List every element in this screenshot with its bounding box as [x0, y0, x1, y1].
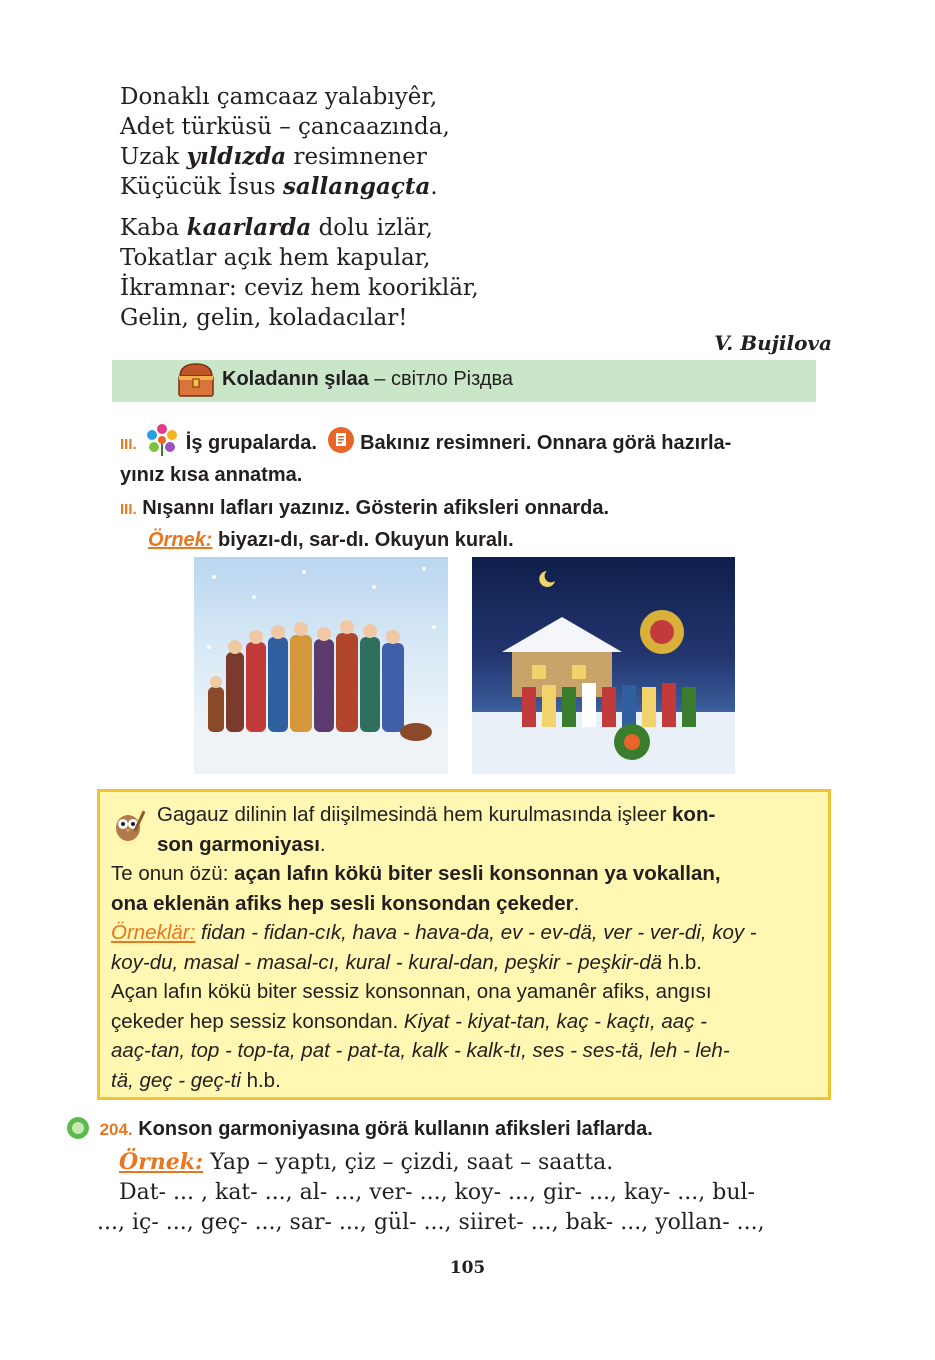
poem-text: Kaba	[120, 215, 187, 241]
rule-text-span: .	[573, 891, 580, 915]
poem-line: Donaklı çamcaaz yalabıyêr,	[120, 84, 438, 110]
exercise-title: Konson garmoniyasına görä kullanın afiksleri laflarda.	[138, 1118, 653, 1140]
task-group-work	[120, 423, 840, 490]
poem-author: V. Bujilova	[714, 331, 832, 355]
page-number: 105	[449, 1258, 486, 1278]
rule-paragraph	[111, 800, 821, 859]
task-text: İş grupalarda.	[185, 432, 317, 454]
village-illustration	[472, 557, 735, 774]
rule-text-span: .	[319, 832, 326, 856]
poem-line: Adet türküsü – çancaazında,	[120, 114, 450, 140]
rule-paragraph	[111, 977, 821, 1095]
examples-text: Kiyat - kiyat-tan, kaç - kaçtı, aaç -	[403, 1009, 707, 1033]
poem-stanza-2	[120, 213, 479, 333]
exercise-header	[66, 1116, 653, 1141]
examples-label: Örneklär:	[111, 921, 196, 944]
exercise-line: Dat- ... , kat- ..., al- ..., ver- ..., koy- ..., gir- ..., kay- ..., bul-	[119, 1180, 755, 1205]
banner-subtitle: – світло Різдва	[368, 368, 514, 390]
poem-text: resimnener	[286, 144, 427, 170]
exercise-204	[66, 1116, 765, 1235]
village-christmas-painting	[472, 557, 735, 774]
document-icon	[327, 426, 355, 454]
example-label: Örnek:	[148, 529, 213, 551]
poem-line	[120, 172, 479, 202]
group-flower-icon	[144, 423, 180, 457]
poem-emphasis: yıldızda	[186, 143, 287, 170]
task-number: III.	[120, 436, 137, 453]
rule-term: son garmoniyası	[157, 832, 320, 856]
poem-line	[120, 213, 479, 243]
task-number: III.	[120, 501, 137, 518]
examples-text: fidan - fidan-cık, hava - hava-da, ev - ev-dä, ver - ver-di, koy -	[195, 921, 757, 944]
poem-emphasis: kaarlarda	[186, 214, 312, 241]
banner-title: Koladanın şılaa	[222, 368, 369, 390]
rule-paragraph	[111, 859, 821, 918]
exercise-line: ..., iç- ..., geç- ..., sar- ..., gül- ..., siiret- ..., bak- ..., yollan- ...,	[97, 1210, 765, 1235]
task-text: yınız kısa annatma.	[120, 464, 303, 486]
grammar-rule-box	[97, 789, 831, 1100]
poem-line	[120, 142, 479, 172]
poem-line: İkramnar: ceviz hem kooriklär,	[120, 275, 479, 301]
carolers-in-snow-painting	[194, 557, 448, 774]
rule-text	[111, 800, 821, 1095]
poem-text: Küçücük İsus	[120, 174, 283, 200]
rule-emphasis: açan lafın kökü biter sesli konsonnan ya vokallan,	[234, 862, 721, 885]
poem-line: Gelin, gelin, koladacılar!	[120, 305, 408, 331]
rule-text-span: çekeder hep sessiz konsondan.	[111, 1009, 404, 1033]
task-text: biyazı-dı, sar-dı. Okuyun kuralı.	[212, 529, 514, 551]
exercise-number: 204.	[99, 1120, 133, 1139]
chest-icon	[176, 361, 216, 399]
example-text: Yap – yaptı, çiz – çizdi, saat – saatta.	[203, 1150, 614, 1175]
examples-text: tä, geç - geç-ti	[111, 1068, 241, 1092]
poem-stanza-1	[120, 82, 479, 202]
poem-text: Uzak	[120, 144, 187, 170]
banner-text	[222, 368, 513, 391]
poem	[120, 82, 479, 344]
rule-text-span: Te onun özü:	[111, 862, 235, 885]
task-text: Bakınız resimneri. Onnara görä hazırla-	[360, 432, 732, 454]
examples-text: aaç-tan, top - top-ta, pat - pat-ta, kalk - kalk-tı, ses - ses-tä, leh - leh-	[111, 1039, 730, 1062]
rule-emphasis: ona eklenän afiks hep sesli konsondan çekeder	[111, 891, 574, 915]
task-text: Nışannı lafları yazınız. Gösterin afiksleri onnarda.	[142, 497, 610, 519]
poem-emphasis: sallangaçta	[282, 173, 431, 200]
poem-line: Tokatlar açık hem kapular,	[120, 245, 431, 271]
rule-text-span: Gagauz dilinin laf diişilmesindä hem kurulmasında işleer	[157, 803, 673, 826]
exercise-example	[119, 1149, 613, 1175]
carolers-illustration	[194, 557, 448, 774]
poem-text: .	[430, 174, 438, 200]
circle-marker-icon	[66, 1116, 94, 1140]
topic-banner	[112, 360, 816, 402]
rule-text-span: Açan lafın kökü biter sessiz konsonnan, ona yamanêr afiks, angısı	[111, 980, 712, 1003]
rule-text-span: h.b.	[662, 950, 702, 974]
examples-text: koy-du, masal - masal-cı, kural - kural-dan, peşkir - peşkir-dä	[111, 950, 663, 974]
rule-term: kon-	[672, 803, 716, 826]
rule-text-span: h.b.	[240, 1068, 281, 1092]
rule-examples	[111, 918, 821, 977]
task-affixes	[120, 493, 840, 555]
poem-text: dolu izlär,	[311, 215, 433, 241]
example-label: Örnek:	[119, 1149, 204, 1175]
